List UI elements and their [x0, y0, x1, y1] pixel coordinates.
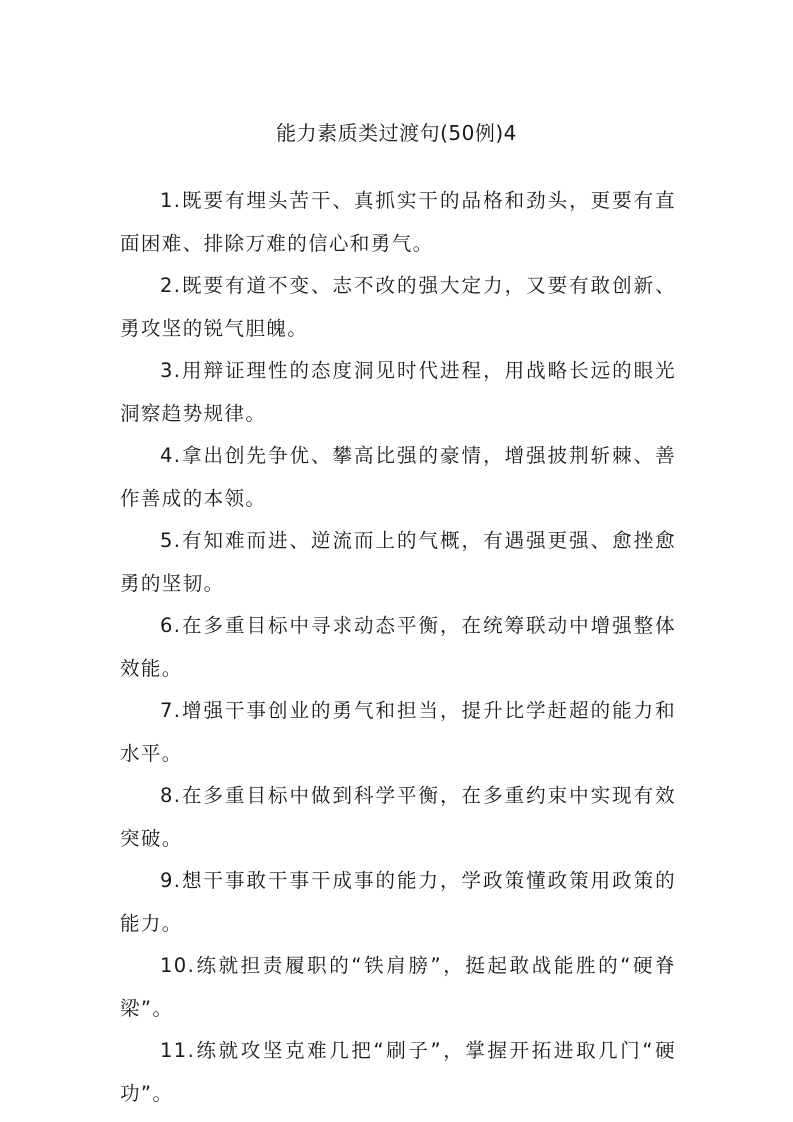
paragraph-8: 8.在多重目标中做到科学平衡，在多重约束中实现有效突破。: [120, 784, 676, 850]
paragraph-1: 1.既要有埋头苦干、真抓实干的品格和劲头，更要有直面困难、排除万难的信心和勇气。: [120, 189, 676, 255]
paragraph-11: 11.练就攻坚克难几把“刷子”，掌握开拓进取几门“硬功”。: [120, 1039, 676, 1105]
paragraph-6: 6.在多重目标中寻求动态平衡，在统筹联动中增强整体效能。: [120, 614, 676, 680]
paragraph-5: 5.有知难而进、逆流而上的气概，有遇强更强、愈挫愈勇的坚韧。: [120, 529, 676, 595]
paragraph-3: 3.用辩证理性的态度洞见时代进程，用战略长远的眼光洞察趋势规律。: [120, 359, 676, 425]
paragraph-10: 10.练就担责履职的“铁肩膀”，挺起敢战能胜的“硬脊梁”。: [120, 954, 676, 1020]
paragraph-9: 9.想干事敢干事干成事的能力，学政策懂政策用政策的能力。: [120, 869, 676, 935]
paragraph-4: 4.拿出创先争优、攀高比强的豪情，增强披荆斩棘、善作善成的本领。: [120, 444, 676, 510]
document-body: [120, 180, 676, 1115]
paragraph-2: 2.既要有道不变、志不改的强大定力，又要有敢创新、勇攻坚的锐气胆魄。: [120, 274, 676, 340]
document-title: 能力素质类过渡句(50例)4: [276, 121, 517, 145]
paragraph-7: 7.增强干事创业的勇气和担当，提升比学赶超的能力和水平。: [120, 699, 676, 765]
